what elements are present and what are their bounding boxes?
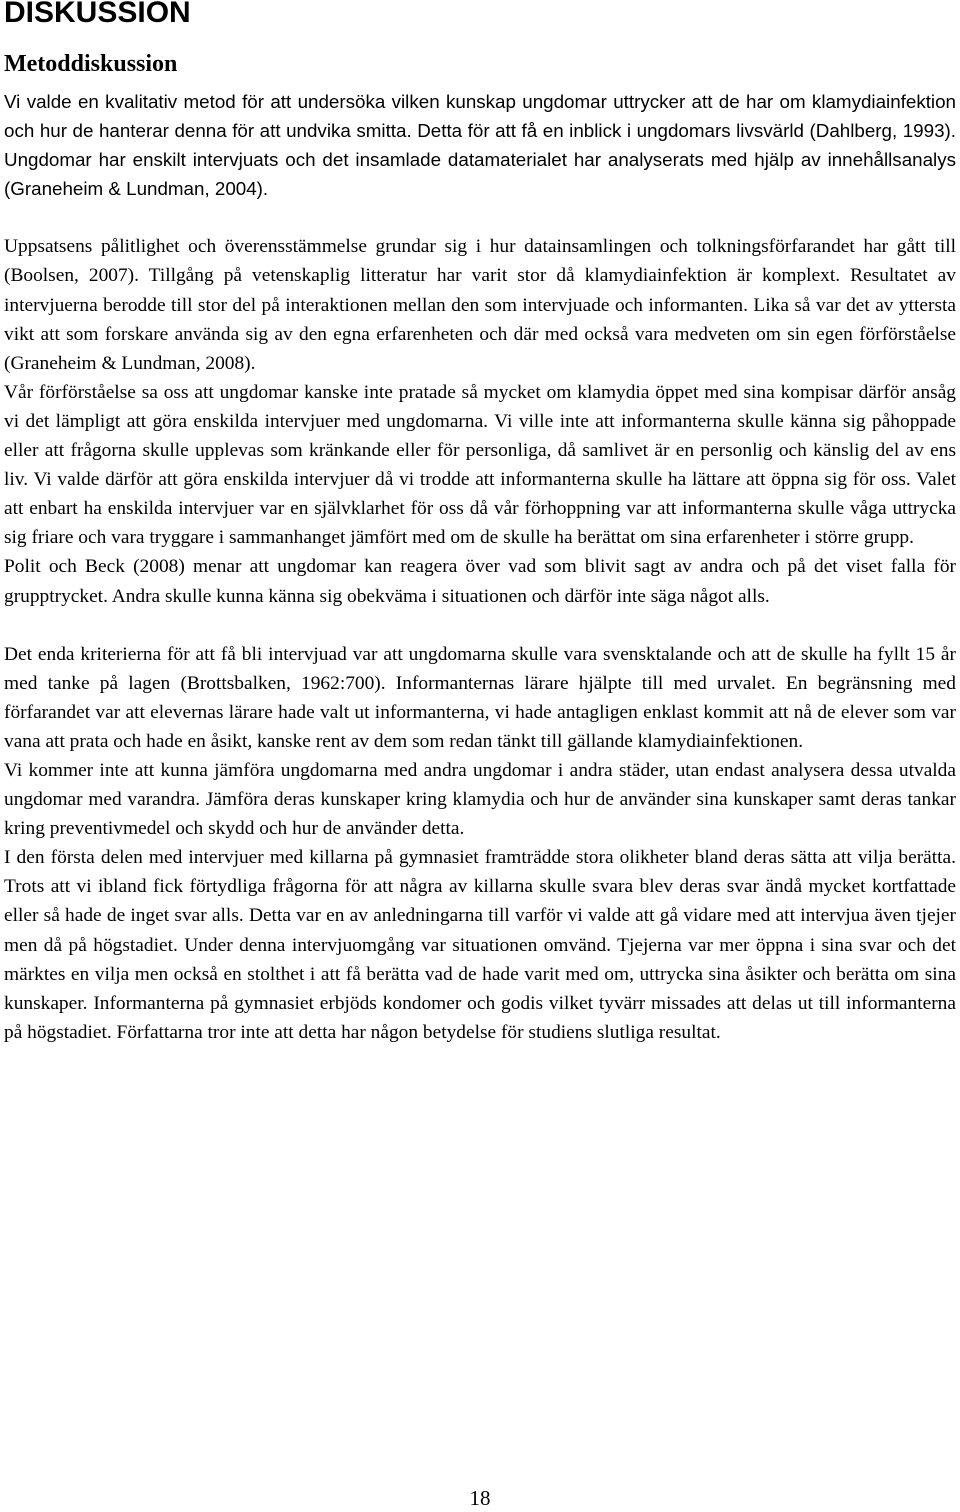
document-page xyxy=(4,0,956,1047)
paragraph-group-pressure: Polit och Beck (2008) menar att ungdomar kan reagera över vad som blivit sagt av andra och på det viset falla för grupptrycket. Andra skulle kunna känna sig obekväma i situationen och därför inte säga något alls. xyxy=(4,556,956,607)
paragraph-selection-criteria: Det enda kriterierna för att få bli intervjuad var att ungdomarna skulle vara svensktalande och att de skulle ha fyllt 15 år med tanke på lagen (Brottsbalken, 1962:700). Informanternas lärare hjälpte till med urvalet. En begränsning med förfarandet var att elevernas lärare hade valt ut informanterna, vi hade antagligen enklast kommit att nå de elever som var vana att prata och hade en åsikt, kanske rent av dem som redan tänkt till gällande klamydiainfektionen. xyxy=(4,643,956,752)
paragraph-method-choice: Vi valde en kvalitativ metod för att undersöka vilken kunskap ungdomar uttrycker att de har om klamydiainfektion och hur de hanterar denna för att undvika smitta. Detta för att få en inblick i ungdomars livsvärld (Dahlberg, 1993). Ungdomar har enskilt intervjuats och det insamlade datamaterialet har analyserats med hjälp av innehållsanalys (Graneheim & Lundman, 2004). xyxy=(4,91,956,200)
paragraph-comparison-limits: Vi kommer inte att kunna jämföra ungdomarna med andra ungdomar i andra städer, utan endast analysera dessa utvalda ungdomar med varandra. Jämföra deras kunskaper kring klamydia och hur de använder sina kunskaper samt deras tankar kring preventivmedel och skydd och hur de använder detta. xyxy=(4,759,956,840)
chapter-title: DISKUSSION xyxy=(4,0,191,29)
paragraph-interview-rounds: I den första delen med intervjuer med killarna på gymnasiet framträdde stora olikheter bland deras sätta att vilja berätta. Trots att vi ibland fick förtydliga frågorna för att några av killarna skulle svara blev deras svar ändå mycket kortfattade eller så hade de inget svar alls. Detta var en av anledningarna till varför vi valde att gå vidare med att intervjua även tjejer men då på högstadiet. Under denna intervjuomgång var situationen omvänd. Tjejerna var mer öppna i sina svar och det märktes en vilja men också en stolthet i att få berätta vad de hade varit med om, uttrycka sina åsikter och berätta om sina kunskaper. Informanterna på gymnasiet erbjöds kondomer och godis vilket tyvärr missades att delas ut till informanterna på högstadiet. Författarna tror inte att detta har någon betydelse för studiens slutliga resultat. xyxy=(4,847,956,1043)
paragraph-preunderstanding: Vår förförståelse sa oss att ungdomar kanske inte pratade så mycket om klamydia öppet med sina kompisar därför ansåg vi det lämpligt att göra enskilda intervjuer med ungdomarna. Vi ville inte att informanterna skulle känna sig påhoppade eller att frågorna skulle upplevas som kränkande eller för personliga, då samlivet är en personlig och känslig del av ens liv. Vi valde därför att göra enskilda intervjuer då vi trodde att informanterna skulle ha lättare att öppna sig för oss. Valet att enbart ha enskilda intervjuer var en självklarhet för oss då vår förhoppning var att informanterna skulle våga uttrycka sig friare och vara tryggare i sammanhanget jämfört med om de skulle ha berättat om sina erfarenheter i större grupp. xyxy=(4,381,956,549)
section-title: Metoddiskussion xyxy=(4,51,178,77)
page-number: 18 xyxy=(469,1486,491,1510)
paragraph-reliability: Uppsatsens pålitlighet och överensstämmelse grundar sig i hur datainsamlingen och tolkningsförfarandet har gått till (Boolsen, 2007). Tillgång på vetenskaplig litteratur har varit stor då klamydiainfektion är komplext. Resultatet av intervjuerna berodde till stor del på interaktionen mellan den som intervjuade och informanten. Lika så var det av yttersta vikt att som forskare använda sig av den egna erfarenheten och där med också vara medveten om sin egen förförståelse (Graneheim & Lundman, 2008). xyxy=(4,236,956,374)
